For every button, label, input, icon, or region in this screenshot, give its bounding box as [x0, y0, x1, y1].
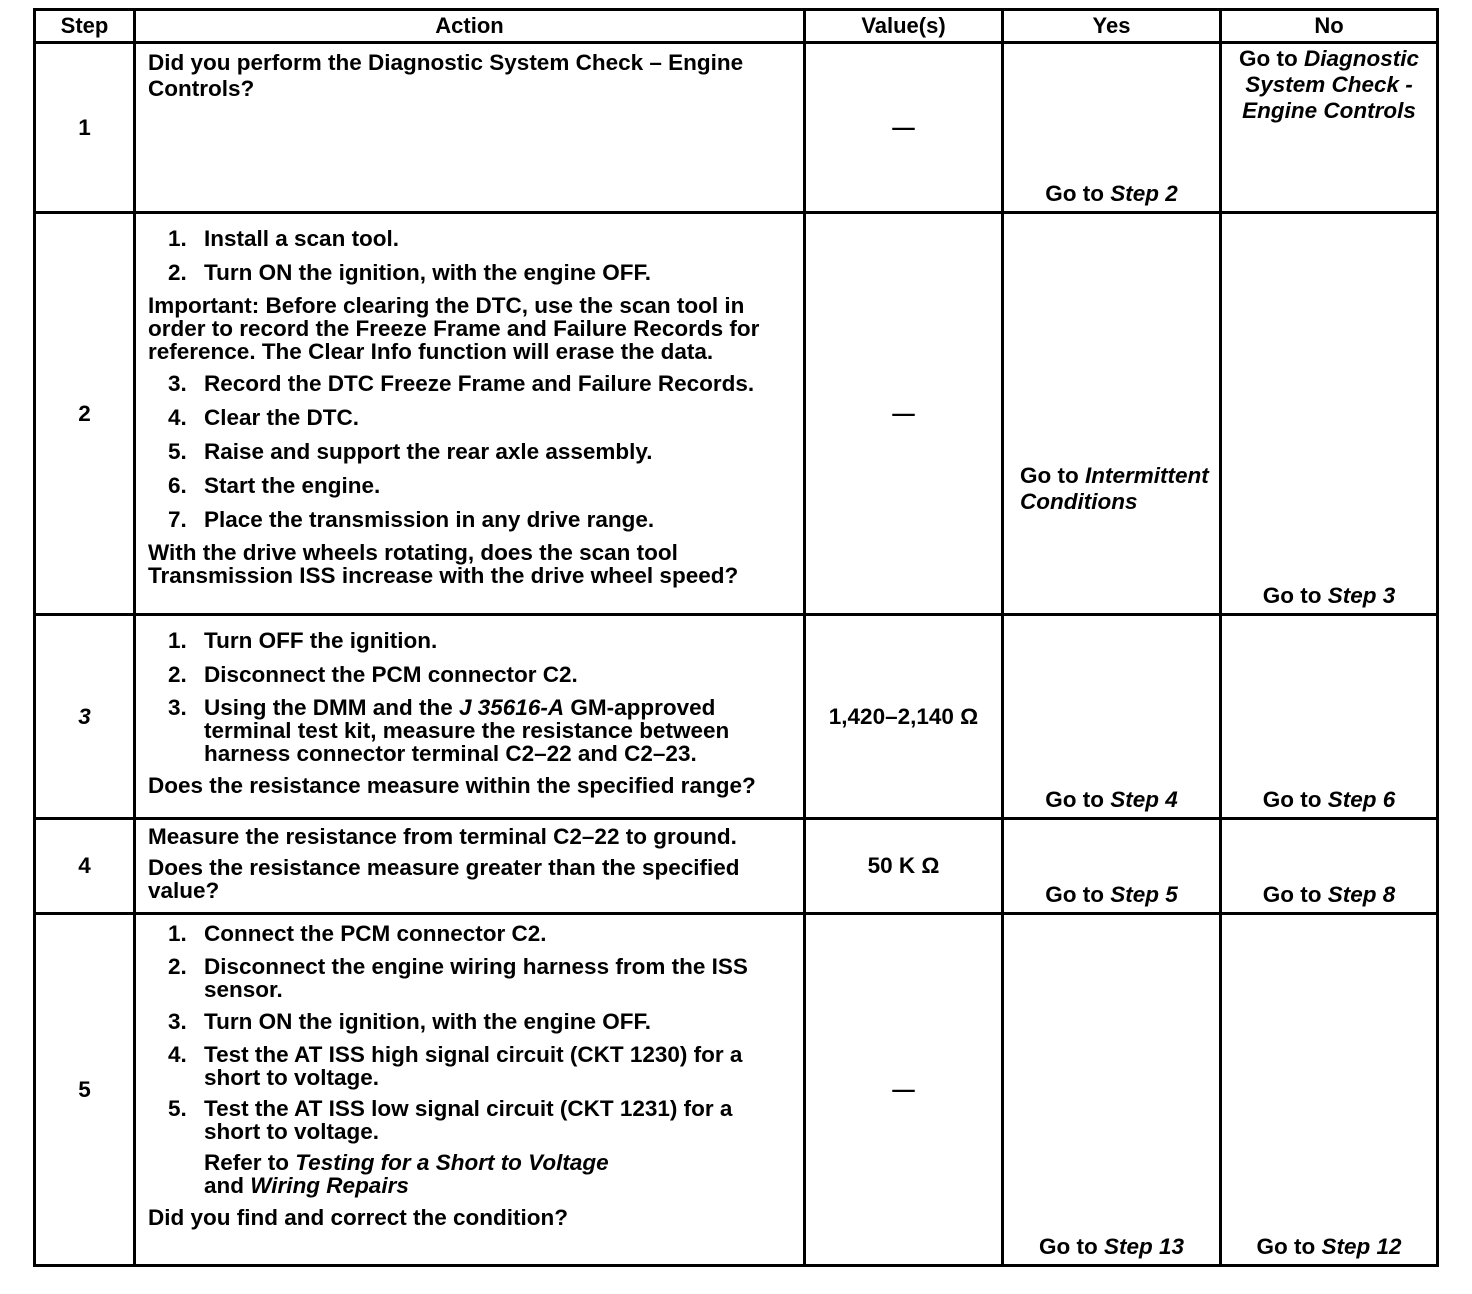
diagnostic-table	[33, 8, 1439, 1267]
step-number: 3	[35, 615, 135, 819]
step-number: 1	[35, 43, 135, 213]
refer-link[interactable]: Testing for a Short to Voltage	[295, 1150, 609, 1175]
header-no: No	[1221, 10, 1438, 43]
no-prefix: Go to	[1262, 787, 1328, 812]
no-link[interactable]: Diagnostic System Check - Engine Controls	[1242, 46, 1419, 123]
yes-cell	[1003, 914, 1221, 1266]
step-number: 5	[35, 914, 135, 1266]
list-item: 2. Turn ON the ignition, with the engine OFF.	[168, 260, 652, 285]
action-cell	[135, 914, 805, 1266]
no-link[interactable]: Step 12	[1321, 1234, 1402, 1259]
value-cell: —	[805, 914, 1003, 1266]
no-link[interactable]: Step 6	[1327, 787, 1396, 812]
question-text: Does the resistance measure greater than the specified value?	[148, 855, 740, 903]
action-cell	[135, 213, 805, 615]
list-item: 3. Using the DMM and the J 35616-A GM-approved terminal test kit, measure the resistance between harness connector terminal C2–22 and C2–23.	[168, 695, 730, 766]
step-number: 4	[35, 819, 135, 914]
action-cell	[135, 819, 805, 914]
no-prefix: Go to	[1262, 882, 1328, 907]
no-link[interactable]: Step 3	[1327, 583, 1396, 608]
important-note	[148, 294, 793, 363]
yes-prefix: Go to	[1045, 181, 1111, 206]
list-item: 4. Clear the DTC.	[168, 405, 360, 430]
tool-reference: J 35616-A	[459, 695, 565, 720]
value-cell: —	[805, 43, 1003, 213]
table-row	[35, 43, 1438, 213]
yes-cell	[1003, 213, 1221, 615]
list-item: 5. Test the AT ISS low signal circuit (CKT 1231) for a short to voltage.	[168, 1096, 733, 1144]
no-cell	[1221, 819, 1438, 914]
header-yes: Yes	[1003, 10, 1221, 43]
yes-link[interactable]: Step 13	[1103, 1234, 1185, 1259]
table-row	[35, 819, 1438, 914]
yes-prefix: Go to	[1045, 787, 1111, 812]
list-item: 1. Connect the PCM connector C2.	[168, 921, 547, 946]
yes-cell	[1003, 615, 1221, 819]
yes-prefix: Go to	[1020, 462, 1085, 488]
important-text: Before clearing the DTC, use the scan tool in order to record the Freeze Frame and Failure Records for reference. The Clear Info function will erase the data.	[148, 293, 760, 364]
table-header-row	[35, 10, 1438, 43]
table-row	[35, 213, 1438, 615]
list-item: 5. Raise and support the rear axle assembly.	[168, 439, 653, 464]
important-label: Important:	[148, 293, 260, 318]
header-action: Action	[135, 10, 805, 43]
list-item: 3. Record the DTC Freeze Frame and Failure Records.	[168, 371, 755, 396]
yes-prefix: Go to	[1038, 1234, 1104, 1259]
yes-cell	[1003, 43, 1221, 213]
list-item: 1. Turn OFF the ignition.	[168, 628, 438, 653]
step-number: 2	[35, 213, 135, 615]
refer-note: Refer to Testing for a Short to Voltage and Wiring Repairs	[204, 1150, 609, 1198]
action-cell	[135, 43, 805, 213]
yes-cell	[1003, 819, 1221, 914]
list-item: 6. Start the engine.	[168, 473, 381, 498]
question-text: Did you find and correct the condition?	[148, 1205, 568, 1230]
action-cell	[135, 615, 805, 819]
list-item: 3. Turn ON the ignition, with the engine OFF.	[168, 1009, 652, 1034]
refer-link[interactable]: Wiring Repairs	[250, 1173, 409, 1198]
no-prefix: Go to	[1238, 46, 1304, 71]
no-cell	[1221, 213, 1438, 615]
no-cell	[1221, 43, 1438, 213]
list-item: 4. Test the AT ISS high signal circuit (CKT 1230) for a short to voltage.	[168, 1042, 743, 1090]
yes-link[interactable]: Step 5	[1110, 882, 1178, 907]
question-text: With the drive wheels rotating, does the scan tool Transmission ISS increase with the drive wheel speed?	[148, 540, 739, 588]
list-item: 2. Disconnect the PCM connector C2.	[168, 662, 578, 687]
yes-link[interactable]: Intermittent Conditions	[1020, 462, 1209, 514]
list-item: 2. Disconnect the engine wiring harness from the ISS sensor.	[168, 954, 748, 1002]
no-prefix: Go to	[1256, 1234, 1322, 1259]
table-row	[35, 914, 1438, 1266]
list-item: 7. Place the transmission in any drive range.	[168, 507, 655, 532]
action-text: Measure the resistance from terminal C2–22 to ground.	[148, 824, 737, 849]
no-link[interactable]: Step 8	[1327, 882, 1396, 907]
list-item: 1. Install a scan tool.	[168, 226, 400, 251]
yes-link[interactable]: Step 4	[1110, 787, 1178, 812]
no-cell	[1221, 615, 1438, 819]
yes-link[interactable]: Step 2	[1110, 181, 1178, 206]
question-text: Does the resistance measure within the specified range?	[148, 773, 756, 798]
no-cell	[1221, 914, 1438, 1266]
value-cell: —	[805, 213, 1003, 615]
header-step: Step	[35, 10, 135, 43]
action-text: Did you perform the Diagnostic System Check – Engine Controls?	[148, 50, 744, 101]
table-row	[35, 615, 1438, 819]
yes-prefix: Go to	[1045, 882, 1111, 907]
header-values: Value(s)	[805, 10, 1003, 43]
no-prefix: Go to	[1262, 583, 1328, 608]
value-cell: 1,420–2,140 Ω	[805, 615, 1003, 819]
value-cell: 50 K Ω	[805, 819, 1003, 914]
